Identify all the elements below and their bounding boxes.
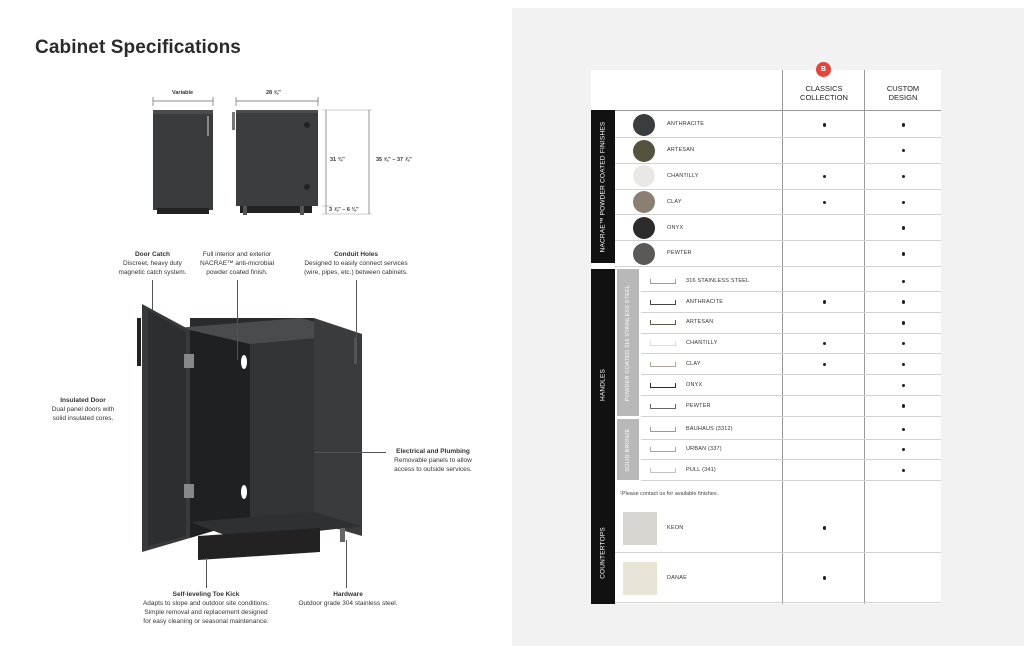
availability-dot-icon bbox=[902, 448, 905, 451]
dim-height-total: 35 ⅝" – 37 ⅞" bbox=[376, 157, 412, 163]
group-label: HANDLES bbox=[599, 368, 607, 402]
column-header-line: DESIGN bbox=[888, 93, 918, 102]
row-divider bbox=[641, 416, 941, 417]
table-row bbox=[615, 553, 941, 603]
callout-hardware bbox=[288, 590, 408, 608]
availability-dot-icon bbox=[823, 175, 826, 178]
dim-width-variable: Variable bbox=[172, 90, 194, 96]
handle-swatch-icon bbox=[650, 362, 676, 367]
table-row bbox=[615, 164, 941, 190]
option-name: ONYX bbox=[686, 381, 703, 388]
table-row bbox=[615, 440, 941, 461]
finish-swatch-icon bbox=[633, 140, 655, 162]
availability-dot-icon bbox=[902, 123, 905, 126]
table-row bbox=[615, 354, 941, 375]
callout-leader bbox=[346, 540, 347, 588]
table-footnote: ¹Please contact us for available finishes. bbox=[620, 491, 719, 497]
countertop-swatch-icon bbox=[623, 512, 657, 545]
availability-dot-icon bbox=[823, 363, 826, 366]
availability-dot-icon bbox=[902, 342, 905, 345]
availability-dot-icon bbox=[823, 201, 826, 204]
column-header-line: CUSTOM bbox=[886, 84, 920, 93]
group-countertops bbox=[591, 501, 615, 604]
handle-swatch-icon bbox=[650, 468, 676, 473]
header-divider bbox=[591, 110, 941, 111]
table-row bbox=[615, 503, 941, 553]
callout-heading: Door Catch bbox=[134, 251, 171, 258]
option-name: ARTESAN bbox=[686, 319, 714, 326]
subgroup-label: POWDER COATED 316 STAINLESS STEEL bbox=[625, 284, 631, 401]
callout-heading: Electrical and Plumbing bbox=[396, 448, 470, 455]
availability-dot-icon bbox=[902, 321, 905, 324]
callout-heading: Self-leveling Toe Kick bbox=[172, 591, 240, 598]
dim-height-body: 31 ¾" bbox=[330, 157, 345, 163]
option-name: ONYX bbox=[667, 224, 684, 231]
callout-line: powder coated finish. bbox=[206, 269, 268, 276]
table-row bbox=[615, 313, 941, 334]
group-label: COUNTERTOPS bbox=[599, 526, 607, 579]
option-name: ANTHRACITE bbox=[667, 121, 705, 128]
option-name: PULL (341) bbox=[686, 466, 716, 473]
availability-dot-icon bbox=[823, 342, 826, 345]
classics-badge-icon: B bbox=[816, 62, 831, 77]
table-row bbox=[615, 396, 941, 417]
availability-dot-icon bbox=[902, 175, 905, 178]
dim-toe-kick: 3 ⅞" – 6 ⅛" bbox=[329, 207, 359, 213]
option-name: PEWTER bbox=[686, 402, 711, 409]
table-row bbox=[615, 215, 941, 241]
callout-line: Removable panels to allow bbox=[394, 457, 472, 464]
callout-line: Adapts to slope and outdoor site conditions. bbox=[142, 600, 270, 607]
availability-dot-icon bbox=[902, 469, 905, 472]
column-header-line: CLASSICS bbox=[805, 84, 843, 93]
callout-electrical bbox=[386, 447, 480, 474]
handle-swatch-icon bbox=[650, 279, 676, 284]
table-row bbox=[615, 333, 941, 354]
callout-leader bbox=[152, 280, 153, 310]
option-name: ANTHRACITE bbox=[686, 298, 724, 305]
option-name: CLAY bbox=[686, 361, 701, 368]
table-row bbox=[615, 241, 941, 267]
callout-line: (wire, pipes, etc.) between cabinets. bbox=[304, 269, 408, 276]
finish-swatch-icon bbox=[633, 165, 655, 187]
table-row bbox=[615, 292, 941, 313]
callout-line: Outdoor grade 304 stainless steel. bbox=[298, 600, 398, 607]
table-row bbox=[615, 112, 941, 138]
row-divider bbox=[615, 266, 941, 267]
availability-dot-icon bbox=[902, 201, 905, 204]
table-row bbox=[615, 419, 941, 440]
availability-dot-icon bbox=[823, 123, 826, 126]
availability-dot-icon bbox=[902, 404, 905, 407]
callout-heading: Insulated Door bbox=[60, 397, 106, 404]
availability-dot-icon bbox=[902, 252, 905, 255]
option-name: 316 STAINLESS STEEL bbox=[686, 277, 750, 284]
group-finishes bbox=[591, 110, 615, 263]
handle-swatch-icon bbox=[650, 320, 676, 325]
finishes-table bbox=[591, 70, 941, 604]
finish-swatch-icon bbox=[633, 243, 655, 265]
group-label: NACRAE™ POWDER COATED FINISHES bbox=[599, 121, 607, 252]
availability-dot-icon bbox=[823, 300, 826, 303]
callout-line: solid insulated cores. bbox=[52, 415, 114, 422]
callout-conduit bbox=[296, 250, 416, 277]
availability-dot-icon bbox=[902, 384, 905, 387]
subgroup-label: SOLID BRONZE bbox=[625, 427, 631, 472]
callout-heading: Hardware bbox=[333, 591, 363, 598]
callout-line: Designed to easily connect services bbox=[304, 260, 408, 267]
callout-leader bbox=[206, 558, 207, 588]
table-row bbox=[615, 138, 941, 164]
callout-line: for easy cleaning or seasonal maintenance. bbox=[143, 618, 269, 625]
callout-toe-kick bbox=[130, 590, 282, 626]
table-row bbox=[615, 189, 941, 215]
callout-leader bbox=[314, 452, 386, 453]
table-row bbox=[615, 375, 941, 396]
handle-swatch-icon bbox=[650, 427, 676, 432]
option-name: CLAY bbox=[667, 198, 682, 205]
availability-dot-icon bbox=[902, 363, 905, 366]
group-handles bbox=[591, 269, 615, 501]
availability-dot-icon bbox=[823, 526, 826, 529]
option-name: ARTESAN bbox=[667, 147, 695, 154]
availability-dot-icon bbox=[902, 149, 905, 152]
option-name: DANAE bbox=[667, 574, 687, 581]
availability-dot-icon bbox=[902, 226, 905, 229]
row-divider bbox=[615, 602, 941, 603]
dim-width-fixed: 28 ⅝" bbox=[266, 90, 281, 96]
callout-line: access to outside services. bbox=[394, 466, 472, 473]
column-header-line: COLLECTION bbox=[800, 93, 848, 102]
table-row bbox=[615, 271, 941, 292]
handle-swatch-icon bbox=[650, 447, 676, 452]
availability-dot-icon bbox=[902, 280, 905, 283]
availability-dot-icon bbox=[902, 300, 905, 303]
callout-insulated bbox=[40, 396, 126, 423]
callout-leader bbox=[356, 280, 357, 338]
countertop-swatch-icon bbox=[623, 562, 657, 595]
callout-line: Full interior and exterior bbox=[202, 251, 272, 258]
handle-swatch-icon bbox=[650, 300, 676, 305]
option-name: CHANTILLY bbox=[686, 340, 718, 347]
option-name: URBAN (337) bbox=[686, 446, 722, 453]
callout-line: Dual panel doors with bbox=[51, 406, 115, 413]
option-name: PEWTER bbox=[667, 250, 692, 257]
option-name: BAUHAUS (3312) bbox=[686, 425, 733, 432]
handle-swatch-icon bbox=[650, 341, 676, 346]
callout-line: magnetic catch system. bbox=[118, 269, 187, 276]
callout-finish bbox=[193, 250, 281, 277]
callout-heading: Conduit Holes bbox=[333, 251, 379, 258]
page-title: Cabinet Specifications bbox=[35, 37, 241, 58]
callout-leader bbox=[237, 280, 238, 360]
handle-swatch-icon bbox=[650, 383, 676, 388]
finish-swatch-icon bbox=[633, 217, 655, 239]
option-name: KEON bbox=[667, 524, 684, 531]
callout-line: Simple removal and replacement designed bbox=[144, 609, 268, 616]
handle-swatch-icon bbox=[650, 404, 676, 409]
callout-line: NACRAE™ anti-microbial bbox=[199, 260, 275, 267]
callout-door-catch bbox=[110, 250, 195, 277]
finish-swatch-icon bbox=[633, 191, 655, 213]
callout-line: Discreet, heavy duty bbox=[123, 260, 182, 267]
row-divider bbox=[641, 480, 941, 481]
table-row bbox=[615, 460, 941, 481]
finish-swatch-icon bbox=[633, 114, 655, 136]
availability-dot-icon bbox=[823, 576, 826, 579]
availability-dot-icon bbox=[902, 428, 905, 431]
option-name: CHANTILLY bbox=[667, 172, 699, 179]
